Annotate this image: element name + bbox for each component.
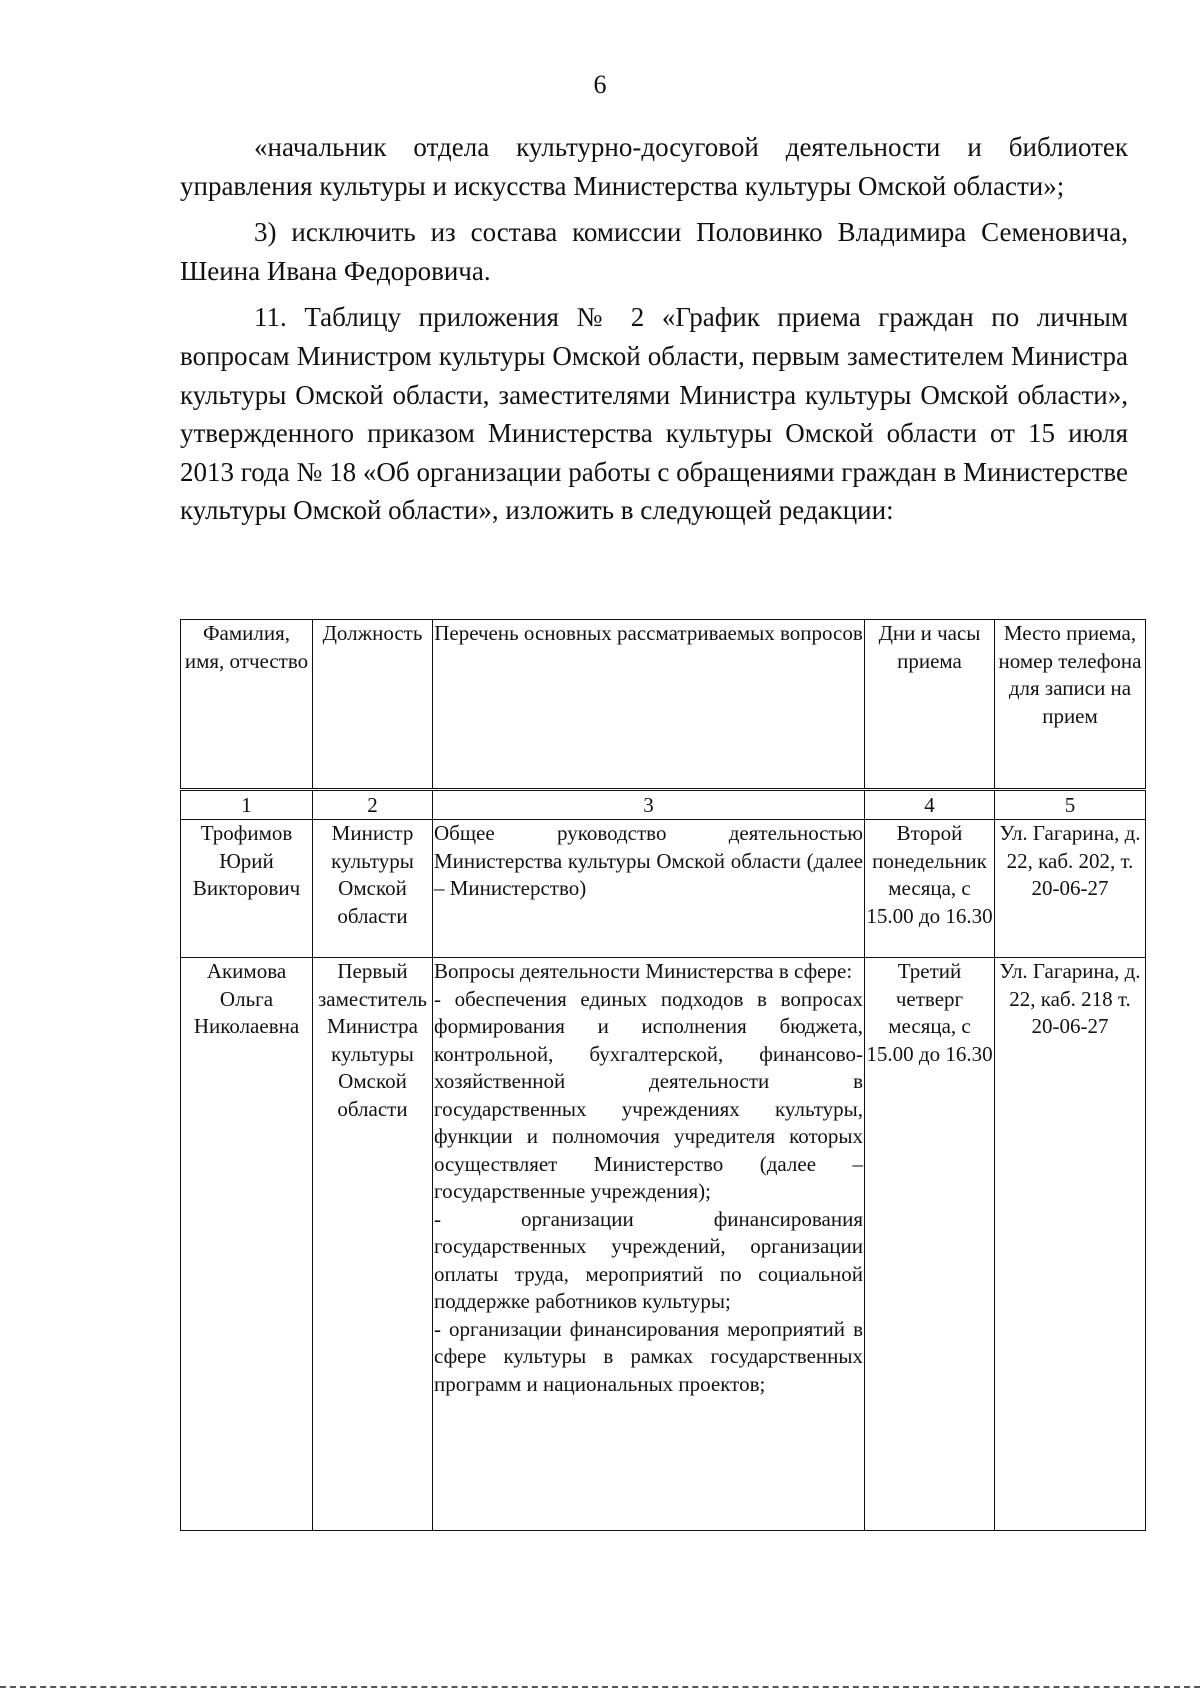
issues-item: - организации финансирования мероприятий в сфере культуры в рамках государственных программ и национальных проектов; xyxy=(434,1316,863,1396)
issues-text: Общее руководство деятельностью Министерства культуры Омской области (далее – Министерство) xyxy=(434,821,863,900)
column-number: 3 xyxy=(433,790,865,820)
header-full-name: Фамилия, имя, отчество xyxy=(181,620,313,790)
cell-position: Первый заместитель Министра культуры Омской области xyxy=(313,958,433,1531)
body-text xyxy=(180,128,1128,530)
header-issues: Перечень основных рассматриваемых вопросов xyxy=(433,620,865,790)
cell-issues xyxy=(433,820,865,958)
issues-item: - обеспечения единых подходов в вопросах формирования и исполнения бюджета, контрольной, бухгалтерской, финансово-хозяйственной деятельности в государственных учреждениях культуры, функции и полномочия учредителя которых осуществляет Министерство (далее – государственные учреждения); xyxy=(434,986,863,1203)
column-number: 1 xyxy=(181,790,313,820)
column-number: 5 xyxy=(995,790,1146,820)
scan-edge-line xyxy=(0,1686,1200,1688)
cell-schedule: Второй понедельник месяца, с 15.00 до 16.30 xyxy=(865,820,995,958)
column-number: 4 xyxy=(865,790,995,820)
header-position: Должность xyxy=(313,620,433,790)
table-header-row xyxy=(181,620,1146,790)
cell-position: Министр культуры Омской области xyxy=(313,820,433,958)
issues-item: - организации финансирования государственных учреждений, организации оплаты труда, мероприятий по социальной поддержке работников культуры; xyxy=(434,1206,863,1313)
header-schedule: Дни и часы приема xyxy=(865,620,995,790)
table-row xyxy=(181,958,1146,1531)
cell-name: Трофимов Юрий Викторович xyxy=(181,820,313,958)
reception-schedule-table xyxy=(180,619,1146,1531)
issues-intro: Вопросы деятельности Министерства в сфере: xyxy=(434,959,853,983)
cell-schedule: Третий четверг месяца, с 15.00 до 16.30 xyxy=(865,958,995,1531)
table-row xyxy=(181,820,1146,958)
column-number-row xyxy=(181,790,1146,820)
cell-name: Акимова Ольга Николаевна xyxy=(181,958,313,1531)
cell-issues xyxy=(433,958,865,1531)
paragraph-1: «начальник отдела культурно-досуговой деятельности и библиотек управления культуры и искусства Министерства культуры Омской области»; xyxy=(180,132,1128,201)
paragraph-2: 3) исключить из состава комиссии Половинко Владимира Семеновича, Шеина Ивана Федоровича. xyxy=(180,217,1128,286)
header-place: Место приема, номер телефона для записи на прием xyxy=(995,620,1146,790)
column-number: 2 xyxy=(313,790,433,820)
cell-place: Ул. Гагарина, д. 22, каб. 218 т. 20-06-27 xyxy=(995,958,1146,1531)
cell-place: Ул. Гагарина, д. 22, каб. 202, т. 20-06-27 xyxy=(995,820,1146,958)
paragraph-3: 11. Таблицу приложения № 2 «График приема граждан по личным вопросам Министром культуры Омской области, первым заместителем Министра культуры Омской области, заместителями Министра культуры Омской области», утвержденного приказом Министерства культуры Омской области от 15 июля 2013 года № 18 «Об организации работы с обращениями граждан в Министерстве культуры Омской области», изложить в следующей редакции: xyxy=(180,302,1128,526)
page-number: 6 xyxy=(593,70,607,99)
